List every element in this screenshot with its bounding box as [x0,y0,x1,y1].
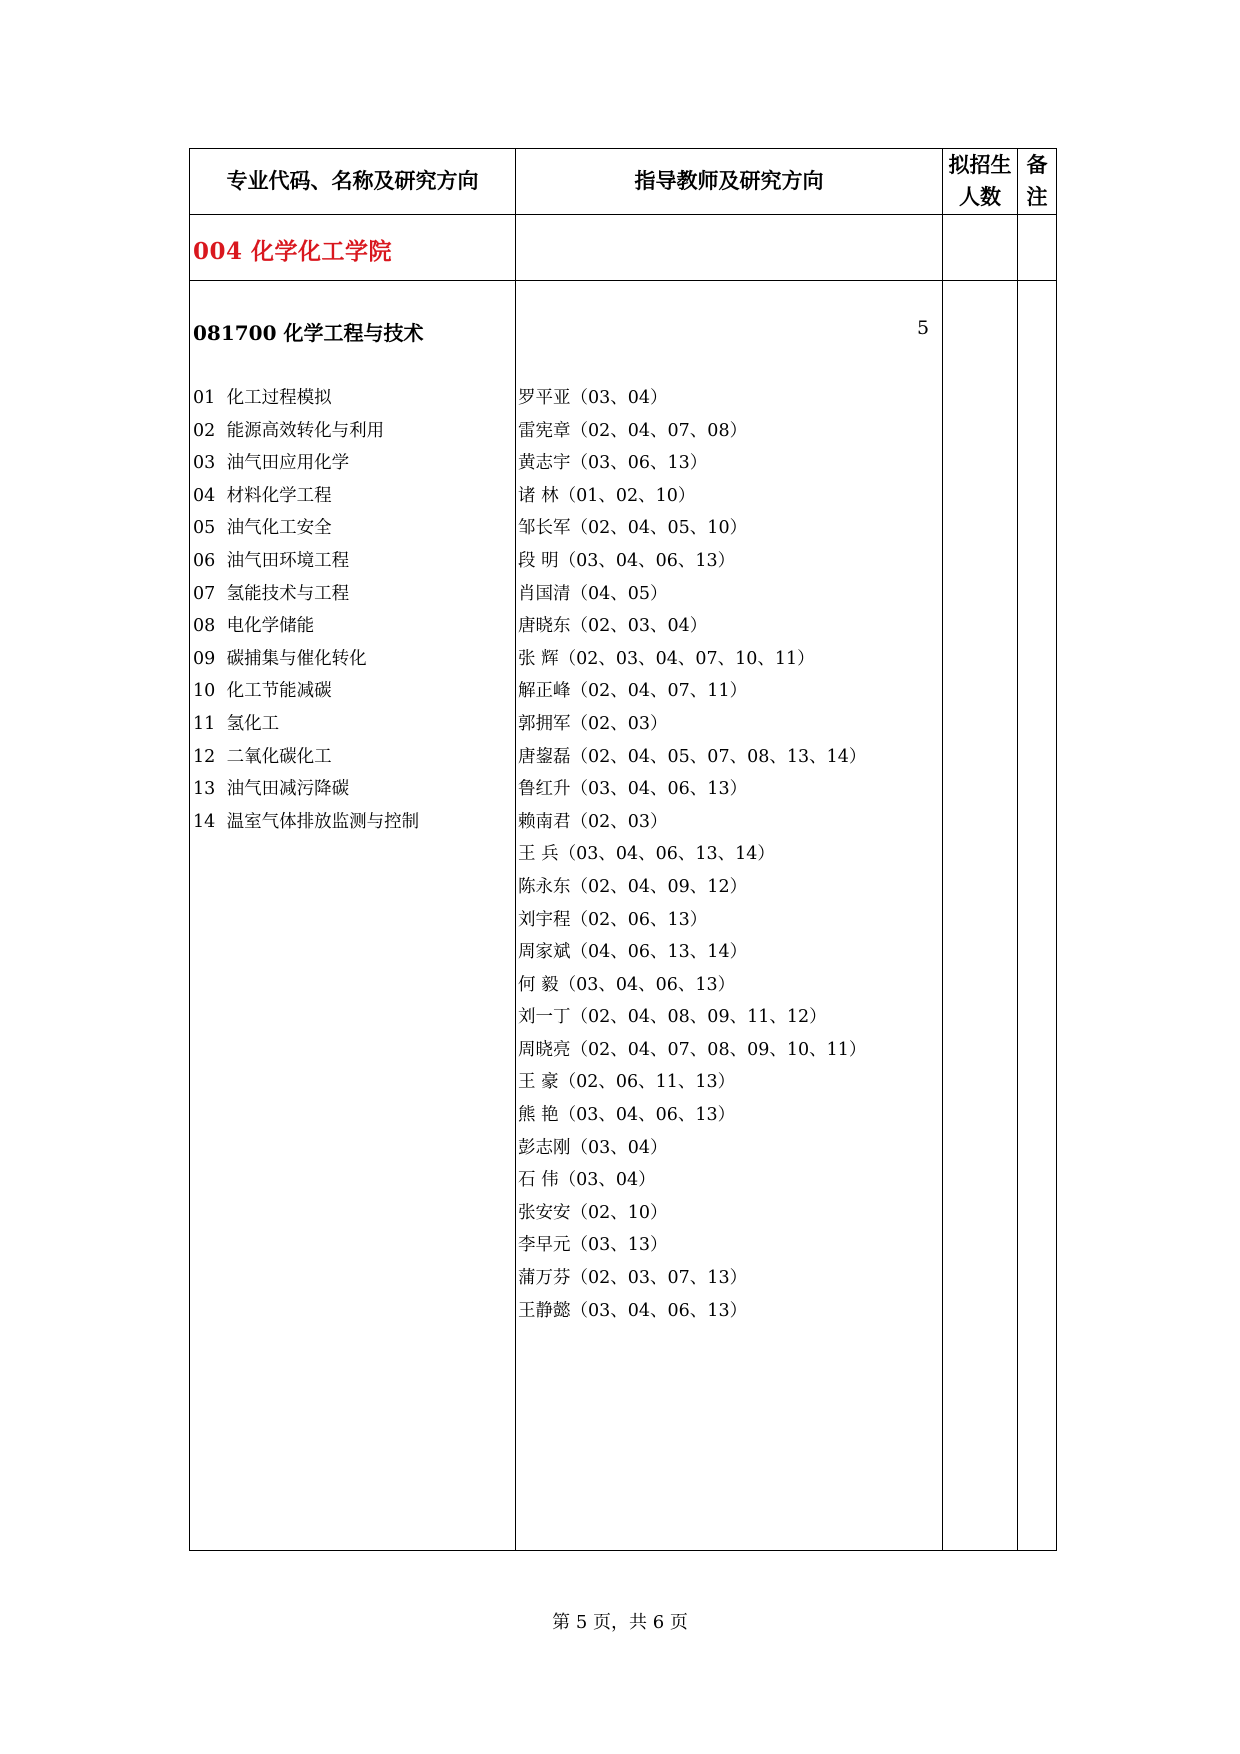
advisor-item: 张安安（02、10） [518,1202,668,1223]
direction-code: 01 [193,388,216,408]
direction-name: 油气田应用化学 [226,453,350,474]
research-direction-list [193,382,419,838]
direction-name: 能源高效转化与利用 [226,420,385,441]
list-item [193,382,419,415]
major-title: 081700 化学工程与技术 [193,321,424,345]
advisor-item: 唐鋆磊（02、04、05、07、08、13、14） [518,746,867,767]
direction-code: 10 [193,681,216,702]
advisor-item: 赖南君（02、03） [518,811,668,832]
direction-name: 二氧化碳化工 [226,746,332,767]
direction-code: 11 [193,713,216,734]
advisor-list [518,382,866,1327]
list-item [193,578,419,611]
direction-code: 06 [193,550,216,571]
advisor-item: 诸 林（01、02、10） [518,485,696,506]
header-major-info: 专业代码、名称及研究方向 [226,168,479,193]
direction-code: 08 [193,616,216,637]
header-quota-line1: 拟招生 [948,152,1012,177]
advisor-item: 鲁红升（03、04、06、13） [518,779,748,800]
direction-name: 油气田减污降碳 [226,779,350,800]
column-divider [515,149,516,1550]
direction-name: 氢化工 [226,713,280,734]
advisor-item: 石 伟（03、04） [518,1170,656,1191]
advisor-item: 彭志刚（03、04） [518,1137,668,1158]
advisor-item: 蒲万芬（02、03、07、13） [518,1268,748,1289]
advisor-item: 肖国清（04、05） [518,583,668,604]
header-remarks [1018,149,1056,213]
advisor-item: 王 兵（03、04、06、13、14） [518,844,775,865]
direction-name: 材料化学工程 [226,485,332,506]
direction-code: 12 [193,746,216,767]
advisor-item: 王 豪（02、06、11、13） [518,1072,736,1093]
advisor-item: 陈永东（02、04、09、12） [518,876,748,897]
list-item [193,610,419,643]
header-quota [943,149,1017,213]
quota-value: 5 [916,317,930,339]
advisor-item: 郭拥军（02、03） [518,713,668,734]
column-divider [1017,149,1018,1550]
advisor-item: 熊 艳（03、04、06、13） [518,1105,736,1126]
direction-code: 09 [193,648,216,669]
advisor-item: 邹长军（02、04、05、10） [518,518,748,539]
direction-name: 电化学储能 [226,616,315,637]
list-item [193,545,419,578]
enrollment-table [189,148,1057,1551]
direction-name: 碳捕集与催化转化 [226,648,367,669]
advisor-item: 雷宪章（02、04、07、08） [518,420,748,441]
direction-name: 氢能技术与工程 [226,583,350,604]
list-item [193,741,419,774]
advisor-item: 唐晓东（02、03、04） [518,616,708,637]
direction-code: 13 [193,779,216,800]
college-title: 004 化学化工学院 [193,238,393,265]
header-remarks-line2: 注 [1026,184,1048,209]
list-item [193,415,419,448]
row-divider [190,280,1056,281]
list-item [193,675,419,708]
column-divider [942,149,943,1550]
direction-code: 07 [193,583,216,604]
row-divider [190,214,1056,215]
header-remarks-line1: 备 [1026,152,1048,177]
advisor-item: 张 辉（02、03、04、07、10、11） [518,648,815,669]
list-item [193,643,419,676]
advisor-item: 周晓亮（02、04、07、08、09、10、11） [518,1039,867,1060]
direction-code: 14 [193,811,216,832]
advisor-item: 刘宇程（02、06、13） [518,909,708,930]
advisor-item: 罗平亚（03、04） [518,388,668,408]
list-item [193,447,419,480]
direction-code: 05 [193,518,216,539]
advisor-item: 黄志宇（03、06、13） [518,453,708,474]
advisor-item: 李早元（03、13） [518,1235,668,1256]
direction-code: 03 [193,453,216,474]
direction-name: 温室气体排放监测与控制 [226,811,420,832]
list-item [193,512,419,545]
direction-name: 化工过程模拟 [226,388,332,408]
advisor-item: 刘一丁（02、04、08、09、11、12） [518,1007,827,1028]
direction-code: 04 [193,485,216,506]
advisor-item: 段 明（03、04、06、13） [518,550,736,571]
list-item [193,806,419,839]
direction-name: 油气田环境工程 [226,550,350,571]
header-quota-line2: 人数 [959,184,1001,209]
page-footer: 第 5 页，共 6 页 [552,1612,688,1633]
list-item [193,708,419,741]
direction-name: 化工节能减碳 [226,681,332,702]
list-item [193,480,419,513]
advisor-item: 何 毅（03、04、06、13） [518,974,736,995]
header-advisors: 指导教师及研究方向 [634,168,824,193]
advisor-item: 王静懿（03、04、06、13） [518,1300,748,1321]
advisor-item: 周家斌（04、06、13、14） [518,942,748,963]
direction-name: 油气化工安全 [226,518,332,539]
advisor-item: 解正峰（02、04、07、11） [518,681,748,702]
list-item [193,773,419,806]
direction-code: 02 [193,420,216,441]
